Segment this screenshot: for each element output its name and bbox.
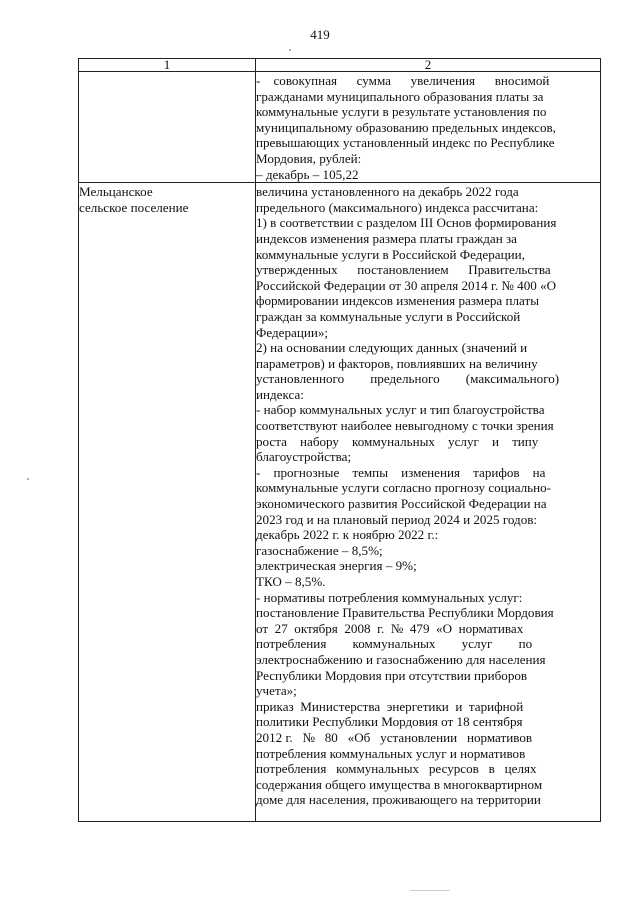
scan-speck: [27, 478, 29, 480]
text-line: превышающих установленный индекс по Республике: [256, 135, 555, 151]
text-line: газоснабжение – 8,5%;: [256, 542, 383, 558]
text-line: Федерации»;: [256, 324, 329, 340]
text-line: политики Республики Мордовия от 18 сентября: [256, 714, 523, 730]
text-line: потребления коммунальных услуг и нормативов: [256, 745, 526, 761]
scan-speck: [289, 49, 291, 51]
text-line: индекса:: [256, 386, 304, 402]
text-line: индексов изменения размера платы граждан за: [256, 230, 517, 246]
text-line: - набор коммунальных услуг и тип благоустройства: [256, 402, 545, 418]
text-line: электрическая энергия – 9%;: [256, 558, 417, 574]
text-line: установленного предельного (максимального): [256, 371, 560, 387]
table-header-row: [79, 59, 601, 72]
document-table: [78, 58, 601, 822]
text-line: Мордовия, рублей:: [256, 150, 362, 166]
text-line: 2012 г. № 80 «Об установлении нормативов: [256, 729, 533, 745]
text-line: благоустройства;: [256, 449, 352, 465]
text-line: граждан за коммунальные услуги в Российской: [256, 308, 521, 324]
text-line: доме для населения, проживающего на территории: [256, 792, 541, 808]
text-line: утвержденных постановлением Правительства: [256, 262, 551, 278]
text-line: соответствуют наиболее невыгодному с точки зрения: [256, 418, 554, 434]
text-line: формировании индексов изменения размера платы: [256, 293, 540, 309]
text-line: предельного (максимального) индекса рассчитана:: [256, 199, 539, 215]
column-header-2: 2: [256, 59, 601, 72]
text-line: экономического развития Российской Федерации на: [256, 496, 547, 512]
text-line: Российской Федерации от 30 апреля 2014 г. № 400 «О: [256, 277, 557, 293]
table-row: [79, 72, 601, 183]
text-line: от 27 октября 2008 г. № 479 «О нормативах: [256, 620, 524, 636]
text-line: роста набору коммунальных услуг и типу: [256, 433, 539, 449]
column-header-1: 1: [79, 59, 256, 72]
text-line: - совокупная сумма увеличения вносимой: [256, 73, 550, 88]
municipality-type: сельское поселение: [79, 199, 189, 215]
text-line: учета»;: [256, 683, 297, 699]
table-row: [79, 183, 601, 822]
text-line: 2023 год и на плановый период 2024 и 2025 годов:: [256, 511, 538, 527]
text-line: электроснабжению и газоснабжению для населения: [256, 651, 546, 667]
text-line: муниципальному образованию предельных индексов,: [256, 119, 556, 135]
text-line: гражданами муниципального образования платы за: [256, 88, 544, 104]
text-line: содержания общего имущества в многоквартирном: [256, 776, 543, 792]
text-line: Республики Мордовия при отсутствии приборов: [256, 667, 528, 683]
text-line: ТКО – 8,5%.: [256, 574, 326, 589]
municipality-cell-empty: [79, 72, 256, 183]
text-line: параметров) и факторов, повлиявших на величину: [256, 355, 538, 371]
page-number: 419: [310, 27, 330, 42]
text-line: приказ Министерства энергетики и тарифной: [256, 698, 524, 714]
municipality-cell: [79, 183, 256, 822]
description-cell-continuation: [256, 72, 601, 183]
text-line: постановление Правительства Республики Мордовия: [256, 605, 554, 621]
text-line: - прогнозные темпы изменения тарифов на: [256, 464, 546, 480]
text-line: потребления коммунальных ресурсов в целях: [256, 761, 537, 777]
text-line: потребления коммунальных услуг по: [256, 636, 533, 652]
text-line: 1) в соответствии с разделом III Основ формирования: [256, 215, 557, 231]
text-line: декабрь 2022 г. к ноябрю 2022 г.:: [256, 527, 439, 543]
text-line: коммунальные услуги согласно прогнозу социально-: [256, 480, 552, 496]
municipality-name: Мельцанское: [79, 184, 153, 200]
text-line: величина установленного на декабрь 2022 года: [256, 184, 519, 200]
scan-speck: [410, 890, 450, 891]
text-line: коммунальные услуги в Российской Федерации,: [256, 246, 525, 262]
text-line: – декабрь – 105,22: [256, 166, 359, 182]
text-line: 2) на основании следующих данных (значений и: [256, 340, 528, 356]
description-cell: [256, 183, 601, 822]
text-line: коммунальные услуги в результате установления по: [256, 104, 547, 120]
text-line: - нормативы потребления коммунальных услуг:: [256, 589, 523, 605]
